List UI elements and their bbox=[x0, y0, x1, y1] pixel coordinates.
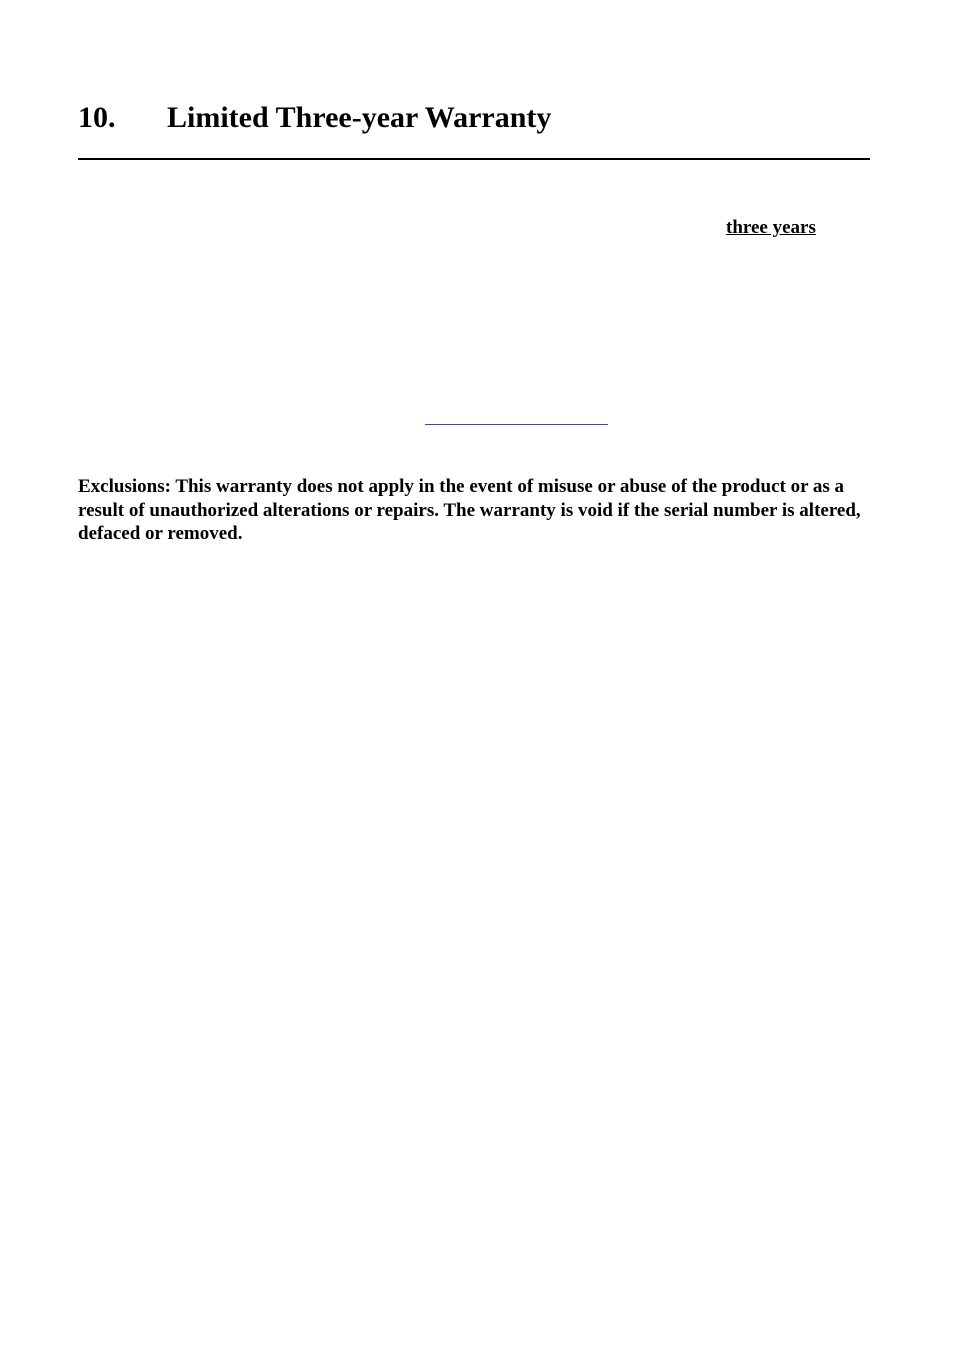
support-link-underline[interactable] bbox=[425, 424, 608, 425]
section-title: Limited Three-year Warranty bbox=[167, 101, 552, 134]
section-heading bbox=[78, 98, 551, 138]
warranty-term: three years bbox=[726, 217, 816, 238]
exclusions-paragraph: Exclusions: This warranty does not apply in the event of misuse or abuse of the product or as a result of unauthorized alterations or repairs. The warranty is void if the serial number is altered, defaced or removed. bbox=[78, 476, 861, 544]
section-number: 10. bbox=[78, 101, 116, 134]
heading-divider bbox=[78, 158, 870, 160]
